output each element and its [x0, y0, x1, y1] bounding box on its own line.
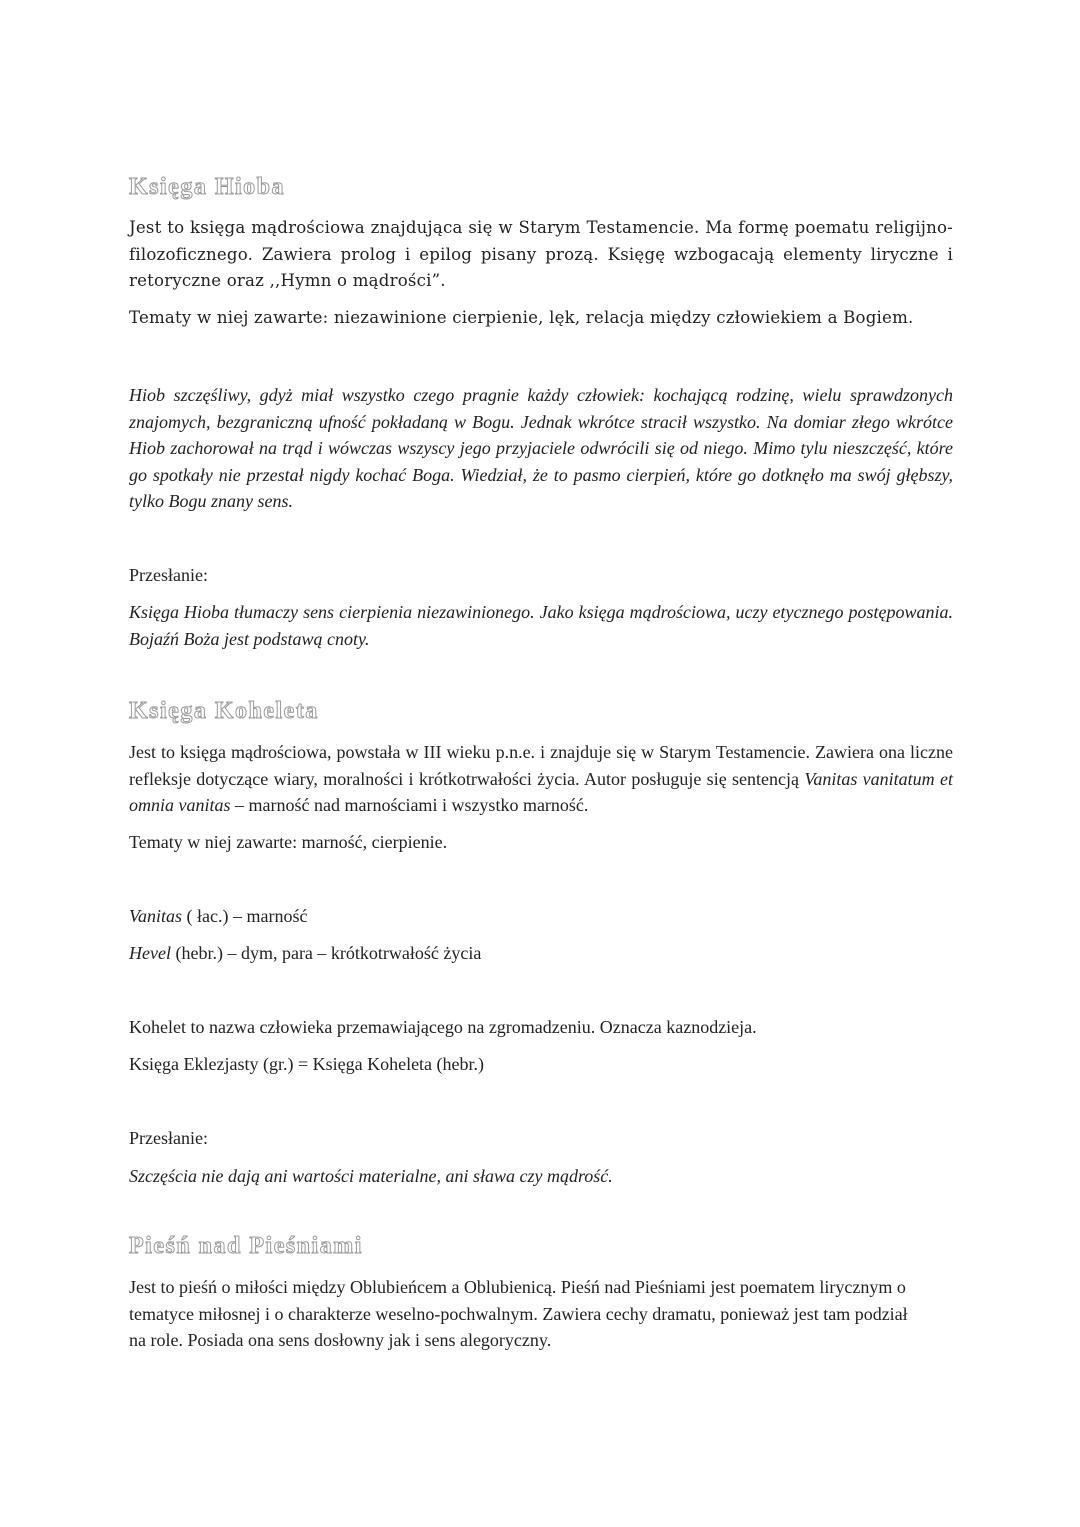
term-vanitas-word: Vanitas [129, 906, 183, 926]
kohelet-themes-paragraph: Tematy w niej zawarte: marność, cierpienie. [129, 831, 448, 852]
kohelet-latin-sentence: Vanitas vanitatum et omnia vanitas [129, 768, 953, 815]
kohelet-intro-text-b: – marność nad marnościami i wszystko marność. [230, 795, 589, 815]
kohelet-name-note: Kohelet to nazwa człowieka przemawiającego na zgromadzeniu. Oznacza kaznodzieja. [129, 1017, 757, 1037]
term-hevel-word: Hevel [129, 942, 171, 963]
hiob-message-text: Księga Hioba tłumaczy sens cierpienia niezawinionego. Jako księga mądrościowa, uczy etycznego postępowania. Bojaźń Boża jest podstawą cnoty. [129, 602, 953, 649]
kohelet-message-text: Szczęścia nie dają ani wartości materialne, ani sława czy mądrość. [129, 1165, 613, 1186]
piesn-intro-paragraph: Jest to pieśń o miłości między Oblubieńcem a Oblubienicą. Pieśń nad Pieśniami jest poematem lirycznym o tematyce miłosnej i o charakterze weselno-pochwalnym. Zawiera cechy dramatu, ponieważ jest tam podział na role. Posiada ona sens dosłowny jak i sens alegoryczny. [129, 1277, 908, 1350]
kohelet-message-label: Przesłanie: [129, 1128, 208, 1148]
section-heading-kohelet: Księga Koheleta [129, 698, 319, 724]
term-hevel [129, 940, 953, 967]
hiob-themes-paragraph: Tematy w niej zawarte: niezawinione cierpienie, lęk, relacja między człowiekiem a Bogiem. [129, 307, 914, 327]
kohelet-intro-paragraph [129, 739, 953, 819]
term-vanitas [129, 903, 953, 930]
section-heading-hiob: Księga Hioba [129, 174, 286, 200]
document-page [129, 172, 953, 1354]
section-heading-piesn: Pieśń nad Pieśniami [129, 1233, 363, 1259]
term-hevel-definition: (hebr.) – dym, para – krótkotrwałość życia [170, 942, 482, 963]
hiob-story-paragraph: Hiob szczęśliwy, gdyż miał wszystko czego pragnie każdy człowiek: kochającą rodzinę, wielu sprawdzonych znajomych, bezgraniczną ufność pokładaną w Bogu. Jednak wkrótce stracił wszystko. Na domiar złego wkrótce Hiob zachorował na trąd i wówczas wszyscy jego przyjaciele odwrócili się od niego. Mimo tylu nieszczęść, które go spotkały nie przestał nigdy kochać Boga. Wiedział, że to pasmo cierpień, które go dotknęło ma swój głębszy, tylko Bogu znany sens. [129, 385, 953, 511]
term-vanitas-definition: ( łac.) – marność [182, 906, 308, 926]
hiob-intro-paragraph: Jest to księga mądrościowa znajdująca się w Starym Testamencie. Ma formę poematu religijno-filozoficznego. Zawiera prolog i epilog pisany prozą. Księgę wzbogacają elementy liryczne i retoryczne oraz ,,Hymn o mądrości”. [129, 218, 953, 290]
kohelet-ekklezjasta-note: Księga Eklezjasty (gr.) = Księga Koheleta (hebr.) [129, 1053, 485, 1074]
hiob-message-label: Przesłanie: [129, 564, 208, 585]
kohelet-intro-text-a: Jest to księga mądrościowa, powstała w III wieku p.n.e. i znajduje się w Starym Testamencie. Zawiera ona liczne refleksje dotyczące wiary, moralności i krótkotrwałości życia. Autor posługuje się sentencją [129, 742, 953, 789]
